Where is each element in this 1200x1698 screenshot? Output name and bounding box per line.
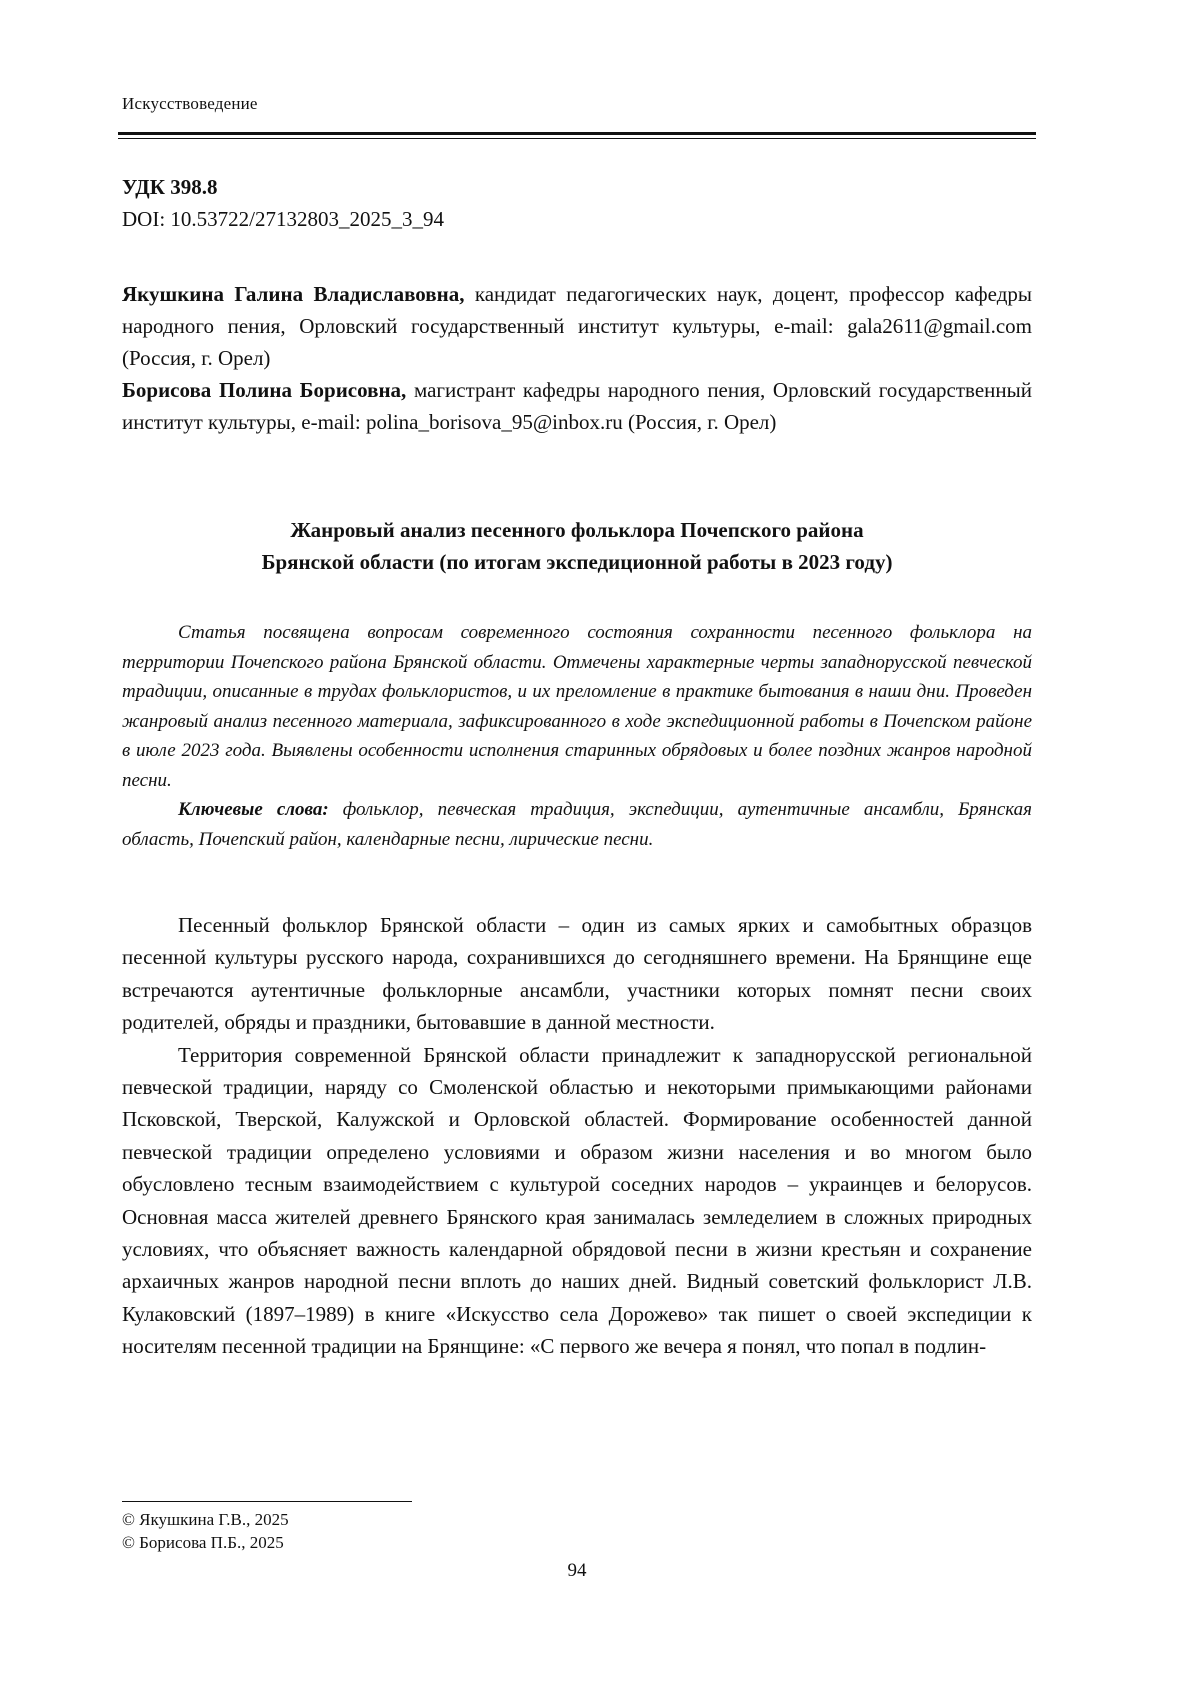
page-number: 94 <box>567 1560 587 1581</box>
copyright-line: © Борисова П.Б., 2025 <box>122 1533 284 1552</box>
keywords-label: Ключевые слова: <box>178 799 329 820</box>
author-name: Борисова Полина Борисовна, <box>122 378 407 402</box>
author-affiliation: кандидат педагогических наук, доцент, профессор кафедры народного пения, Орловский государственный институт культуры, e-mail: gala2611@gmail.com (Россия, г. Орел) <box>122 282 1032 370</box>
author-affiliation: магистрант кафедры народного пения, Орловский государственный институт культуры, e-mail: polina_borisova_95@inbox.ru (Россия, г. Орел) <box>122 378 1032 434</box>
title-line: Жанровый анализ песенного фольклора Почепского района <box>290 518 864 542</box>
paragraph: Территория современной Брянской области принадлежит к западнорусской региональной певческой традиции, наряду со Смоленской областью и некоторыми примыкающими районами Псковской, Тверской, Калужской и Орловской областей. Формирование особенностей данной певческой традиции определено условиями и образом жизни населения и во многом было обусловлено тесным взаимодействием с культурой соседних народов – украинцев и белорусов. Основная масса жителей древнего Брянского края занималась земледелием в сложных природных условиях, что объясняет важность календарной обрядовой песни в жизни крестьян и сохранение архаичных жанров народной песни вплоть до наших дней. Видный советский фольклорист Л.В. Кулаковский (1897–1989) в книге «Искусство села Дорожево» так пишет о своей экспедиции к носителям песенной традиции на Брянщине: «С первого же вечера я понял, что попал в подлин- <box>122 1042 1032 1359</box>
abstract <box>122 618 1032 854</box>
author-block <box>122 278 1032 438</box>
header-rule-thick <box>118 132 1036 135</box>
paragraph: Песенный фольклор Брянской области – один из самых ярких и самобытных образцов песенной культуры русского народа, сохранившихся до сегодняшнего времени. На Брянщине еще встречаются аутентичные фольклорные ансамбли, участники которых помнят песни своих родителей, обряды и праздники, бытовавшие в данной местности. <box>122 913 1032 1035</box>
title-line: Брянской области (по итогам экспедиционной работы в 2023 году) <box>261 550 893 574</box>
keywords <box>122 795 1032 854</box>
udk-code: УДК 398.8 <box>122 175 218 199</box>
header-rule-thin <box>118 138 1036 139</box>
author-entry <box>122 374 1032 438</box>
copyright-line: © Якушкина Г.В., 2025 <box>122 1510 289 1529</box>
article-title <box>122 514 1032 578</box>
author-entry <box>122 278 1032 374</box>
running-header: Искусствоведение <box>122 94 258 113</box>
doi: DOI: 10.53722/27132803_2025_3_94 <box>122 207 444 231</box>
abstract-text: Статья посвящена вопросам современного состояния сохранности песенного фольклора на территории Почепского района Брянской области. Отмечены характерные черты западнорусской певческой традиции, описанные в трудах фольклористов, и их преломление в практике бытования в наши дни. Проведен жанровый анализ песенного материала, зафиксированного в ходе экспедиционной работы в Почепском районе в июле 2023 года. Выявлены особенности исполнения старинных обрядовых и более поздних жанров народной песни. <box>122 622 1032 791</box>
author-name: Якушкина Галина Владиславовна, <box>122 282 465 306</box>
footnotes <box>122 1508 289 1554</box>
footnote-rule <box>122 1501 412 1502</box>
main-text <box>122 909 1032 1363</box>
keywords-list: фольклор, певческая традиция, экспедиции, аутентичные ансамбли, Брянская область, Почепский район, календарные песни, лирические песни. <box>122 799 1032 850</box>
